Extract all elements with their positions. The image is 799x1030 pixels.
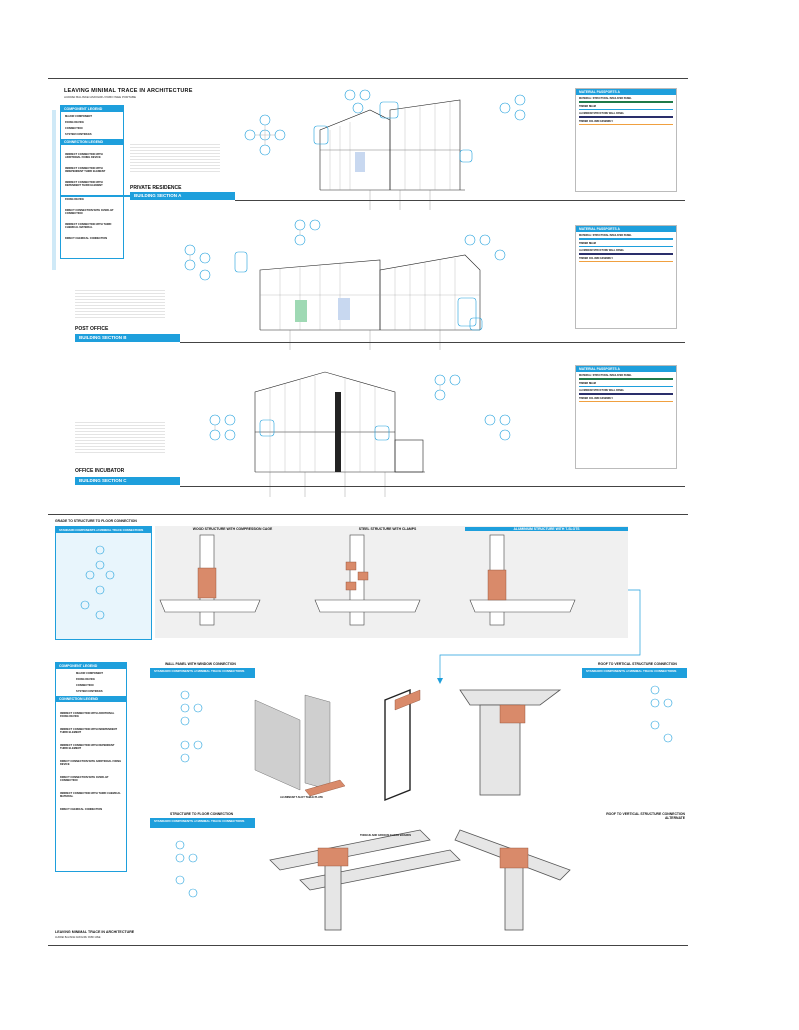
header-subtitle: AUDREI BALISKEI AMOGIRU PABO WEE PORTABE: [64, 95, 137, 99]
passport-row: TIMBER COLUMN ASSEMBLY: [579, 256, 613, 260]
passport-row: TIMBER BEAM: [579, 104, 596, 108]
passport-row: TIMBER COLUMN ASSEMBLY: [579, 119, 613, 123]
tongue-label: TONGUE AND GROOVE FLOOR BOARDS: [360, 834, 412, 837]
component-legend-title: COMPONENT LEGEND: [61, 106, 123, 112]
legend-item: DIRECT CONNECTION WITH OVERLAP CONNECTION: [65, 209, 114, 215]
legend-item: INDIRECT CONNECTION WITH THIRD CHEMICAL MATERIAL: [60, 792, 121, 798]
legend-item: DIRECT CHEMICAL CONNECTION: [65, 237, 108, 240]
legend-item: MAJOR COMPONENT: [65, 115, 92, 118]
passport-row: MATERIAL: STRUCTURAL INSULATED PANEL: [579, 97, 632, 100]
section-b-name: POST OFFICE: [75, 326, 109, 332]
legend-item: CONNECTION: [65, 127, 83, 130]
legend-item: DIRECT CONNECTION WITH ADDITIONAL FIXING DEVICE: [60, 760, 122, 766]
footer-title: LEAVING MINIMAL TRACE IN ARCHITECTURE: [55, 930, 135, 934]
legend-item: INDIRECT CONNECTION WITH INDEPENDENT THIRD ELEMENT: [65, 167, 106, 173]
floor-title: STRUCTURE TO FLOOR CONNECTION: [170, 812, 234, 816]
legend-item: FIXING DEVICE: [76, 678, 96, 681]
legend-item: DIRECT CONNECTION WITH OVERLAP CONNECTION: [60, 776, 109, 782]
passport-row: MATERIAL: STRUCTURAL INSULATED PANEL: [579, 234, 632, 237]
component-legend-title: COMPONENT LEGEND: [56, 663, 126, 669]
legend-item: INDIRECT CONNECTION WITH INDEPENDENT THIRD ELEMENT: [60, 728, 118, 734]
legend-item: DIRECT CHEMICAL CONNECTION: [60, 808, 103, 811]
passport-title: MATERIAL PASSPORTS A: [576, 89, 676, 95]
tslot-label: ALUMINIUM T-SLOT TABLE PLATE: [280, 796, 323, 799]
roof-alt-title: ROOF TO VERTICAL STRUCTURE CONNECTION ALTERNATE: [606, 812, 685, 820]
footer-subtitle: AUDREI BALISKEI AMOGIRU PABO WEE: [55, 936, 101, 939]
passport-row: TIMBER BEAM: [579, 381, 596, 385]
panel-wood-title: WOOD STRUCTURE WITH COMPRESSION CAGE: [192, 527, 273, 531]
panel-aluminium-title: ALUMINIUM STRUCTURE WITH T-SLOTS: [465, 527, 628, 531]
legend-item: CONNECTION: [76, 684, 94, 687]
section-c-band: BUILDING SECTION C: [75, 477, 180, 485]
connection-legend-title: CONNECTION LEGEND: [61, 139, 123, 145]
section-b-band: BUILDING SECTION B: [75, 334, 180, 342]
panel-steel-title: STEEL STRUCTURE WITH CLAMPS: [358, 527, 417, 531]
legend-item: INDIRECT CONNECTION WITH DEPENDENT THIRD ELEMENT: [65, 181, 103, 187]
passport-row: TIMBER COLUMN ASSEMBLY: [579, 396, 613, 400]
legend-item: SYSTEM CONTINUES: [76, 690, 103, 693]
passport-title: MATERIAL PASSPORTS A: [576, 366, 676, 372]
passport-title: MATERIAL PASSPORTS A: [576, 226, 676, 232]
connection-legend-title: CONNECTION LEGEND: [56, 696, 126, 702]
section-c-name: OFFICE INCUBATOR: [75, 468, 125, 474]
std-components-title: STANDARD COMPONENTS of MINIMAL TRACE CONNECTIONS: [56, 527, 151, 533]
legend-item: SYSTEM CONTINUES: [65, 133, 92, 136]
section-a-band: BUILDING SECTION A: [130, 192, 235, 200]
wall-std-title: STANDARD COMPONENTS of MINIMAL TRACE CONNECTIONS: [150, 668, 255, 678]
legend-item: INDIRECT CONNECTION WITH THIRD CHEMICAL MATERIAL: [65, 223, 112, 229]
passport-row: MATERIAL: STRUCTURAL INSULATED PANEL: [579, 374, 632, 377]
passport-row: ALUMINIUM STRUCTURE WALL PANEL: [579, 249, 625, 252]
wall-title: WALL PANEL WITH WINDOW CONNECTION: [165, 662, 236, 666]
grade-title: GRADE TO STRUCTURE TO FLOOR CONNECTION: [55, 519, 137, 523]
legend-item: INDIRECT CONNECTION WITH ADDITIONAL FIXING DEVICE: [65, 153, 103, 159]
passport-row: TIMBER BEAM: [579, 241, 596, 245]
legend-item: INDIRECT CONNECTION WITH DEPENDENT THIRD ELEMENT: [60, 744, 115, 750]
legend-item: FIXING DEVICE: [65, 121, 85, 124]
passport-row: ALUMINIUM STRUCTURE WALL PANEL: [579, 112, 625, 115]
header-title: LEAVING MINIMAL TRACE IN ARCHITECTURE: [64, 88, 193, 94]
section-a-name: PRIVATE RESIDENCE: [130, 185, 182, 191]
roof-title: ROOF TO VERTICAL STRUCTURE CONNECTION: [598, 662, 677, 666]
legend-item: MAJOR COMPONENT: [76, 672, 103, 675]
bottom-rule: [48, 945, 688, 946]
legend-item: FIXING DEVICE: [65, 198, 85, 201]
roof-std-title: STANDARD COMPONENTS of MINIMAL TRACE CONNECTIONS: [582, 668, 687, 678]
legend-item: INDIRECT CONNECTION WITH ADDITIONAL FIXING DEVICE: [60, 712, 115, 718]
passport-row: ALUMINIUM STRUCTURE WALL PANEL: [579, 389, 625, 392]
floor-std-title: STANDARD COMPONENTS of MINIMAL TRACE CONNECTIONS: [150, 818, 255, 828]
